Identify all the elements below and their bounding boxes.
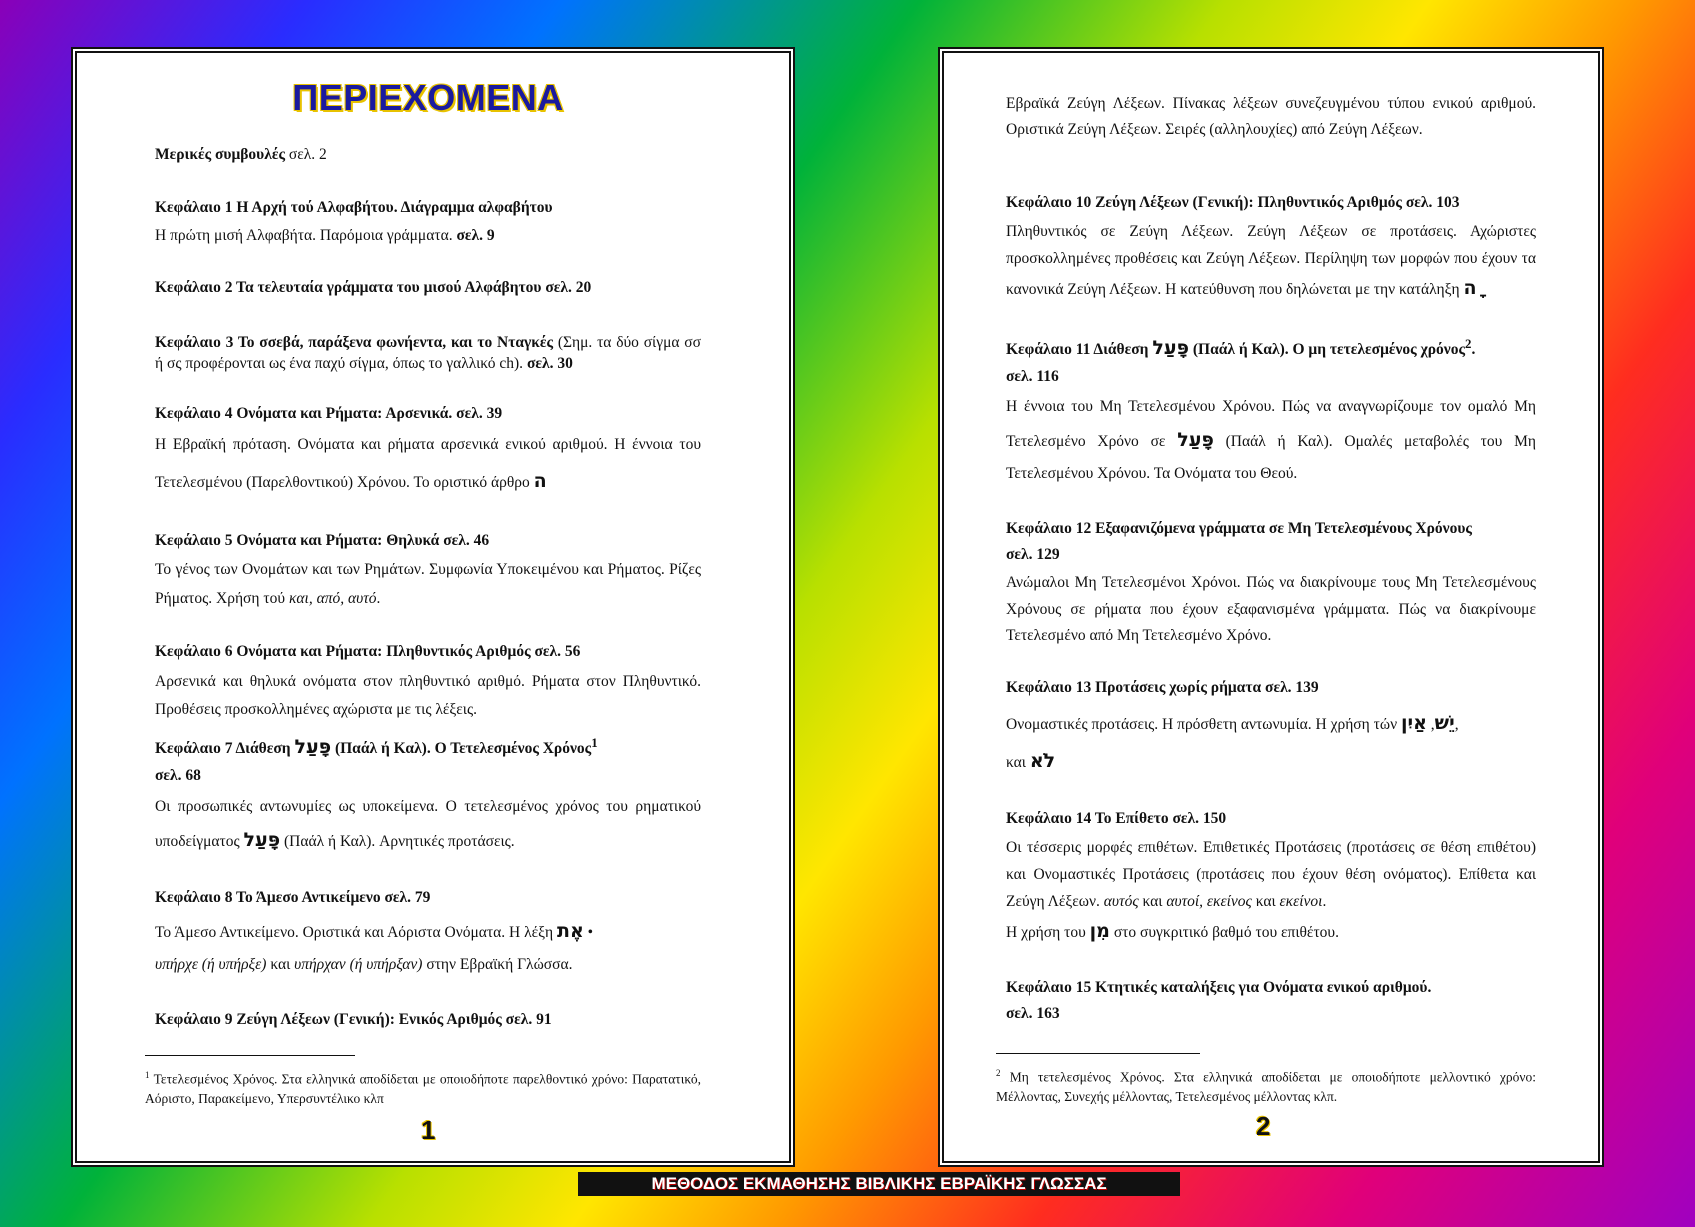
toc-entry-chapter-15: Κεφάλαιο 15 Κτητικές καταλήξεις για Ονόματα ενικού αριθμού. σελ. 163 [1006,978,1432,1023]
hebrew-paal: פָּעַל [294,736,332,759]
toc-entry-chapter-2: Κεφάλαιο 2 Τα τελευταία γράμματα του μισού Αλφάβητου σελ. 20 [155,279,592,297]
footnote-2: $^2$ Μη τετελεσμένος Χρόνος. Στα ελληνικά αποδίδεται με οποιοδήποτε μελλοντικό χρόνο: Μέλλοντας, Συνεχής μέλλοντας, Τετελεσμένος μέλλοντας κλπ. [996,1068,1536,1105]
hebrew-ayin: אַיִן [1400,711,1427,734]
toc-entry-chapter-11: Κεφάλαιο 11 Διάθεση פָּעַל (Παάλ ή Καλ). Ο μη τετελεσμένος χρόνος$^2$. σελ. 116 Η έννοια του Μη Τετελεσμένου Χρόνου. Πώς να αναγνωρίζουμε τον ομαλό Μη Τετελεσμένο Χρόνο σε פָּעַל (Παάλ ή Καλ). Ομαλές μεταβολές του Μη Τετελεσμένου Χρόνου. Τα Ονόματα του Θεού. [1006,335,1536,483]
toc-entry-chapter-5: Κεφάλαιο 5 Ονόματα και Ρήματα: Θηλυκά σελ. 46 Το γένος των Ονομάτων και των Ρημάτων. Συμφωνία Υποκειμένου και Ρήματος. Ρίζες Ρήματος. Χρήση τού και, από, αυτό. [155,531,701,607]
toc-entry-chapter-9: Κεφάλαιο 9 Ζεύγη Λέξεων (Γενική): Ενικός Αριθμός σελ. 91 [155,1010,552,1028]
toc-entry-chapter-14: Κεφάλαιο 14 Το Επίθετο σελ. 150 Οι τέσσερις μορφές επιθέτων. Επιθετικές Προτάσεις (προτάσεις σε θέση επιθέτου) και Ονομαστικές Προτάσεις (προτάσεις που έχουν θέση ονόματος). Επίθετα και Ζεύγη Λέξεων. αυτός και αυτοί, εκείνος και εκείνοι. Η χρήση του מִן στο συγκριτικό βαθμό του επιθέτου. [1006,809,1536,943]
hebrew-lo: לֹא [1029,749,1056,772]
contents-title: ΠΕΡΙΕΧΟΜΕΝΑ [292,77,564,118]
toc-entry-chapter-3: Κεφάλαιο 3 Το σσεβά, παράξενα φωνήεντα, και το Νταγκές (Σημ. τα δύο σίγμα σσ ή σς προφέρονται ως ένα παχύ σίγμα, όπως το γαλλικό ch). σελ. 30 [155,333,701,373]
toc-entry-chapter-8: Κεφάλαιο 8 Το Άμεσο Αντικείμενο σελ. 79 Το Άμεσο Αντικείμενο. Οριστικά και Αόριστα Ονόματα. Η λέξη אֶת • υπήρχε (ή υπήρξε) και υπήρχαν (ή υπήρξαν) στην Εβραϊκή Γλώσσα. [155,889,594,974]
toc-entry-tips: Μερικές συμβουλές σελ. 2 [155,146,327,164]
toc-entry-chapter-1: Κεφάλαιο 1 Η Αρχή τού Αλφαβήτου. Διάγραμμα αλφαβήτου Η πρώτη μισή Αλφαβήτα. Παρόμοια γράμματα. σελ. 9 [155,198,553,244]
toc-chapter-9-continued: Εβραϊκά Ζεύγη Λέξεων. Πίνακας λέξεων συνεζευγμένου τύπου ενικού αριθμού. Οριστικά Ζεύγη Λέξεων. Σειρές (αλληλουχίες) από Ζεύγη Λέξεων. [1006,95,1536,139]
right-page-content [1006,91,1536,1053]
hebrew-paal: פָּעַל [1152,336,1189,359]
page-number-right: 2 [1256,1111,1271,1141]
footnote-1: $^1$ Τετελεσμένος Χρόνος. Στα ελληνικά αποδίδεται με οποιοδήποτε παρελθοντικό χρόνο: Παρατατικό, Αόριστο, Παρακείμενο, Υπερσυντέλικο κλπ [145,1070,701,1107]
hebrew-paal: פָּעַל [1177,429,1214,452]
bullet-icon: • [587,924,594,942]
toc-entry-chapter-13: Κεφάλαιο 13 Προτάσεις χωρίς ρήματα σελ. 139 Ονομαστικές προτάσεις. Η πρόσθετη αντωνυμία. Η χρήση τών יֵשׁ, אַיִן , και לֹא [1006,679,1459,772]
footer-banner: ΜΕΘΟΔΟΣ ΕΚΜΑΘΗΣΗΣ ΒΙΒΛΙΚΗΣ ΕΒΡΑΪΚΗΣ ΓΛΩΣΣΑΣ [578,1172,1180,1196]
hebrew-paal: פָּעַל [243,828,281,851]
page-number-left: 1 [421,1115,436,1145]
footnote-rule [996,1053,1200,1054]
toc-entry-chapter-6: Κεφάλαιο 6 Ονόματα και Ρήματα: Πληθυντικός Αριθμός σελ. 56 Αρσενικά και θηλυκά ονόματα στον πληθυντικό αριθμό. Ρήματα στον Πληθυντικό. Προθέσεις προσκολλημένες αχώριστα με τις λέξεις. [155,643,701,719]
hebrew-he: ה [533,469,547,492]
hebrew-et: אֶת [556,920,584,943]
footnote-rule [145,1055,355,1056]
toc-entry-chapter-12: Κεφάλαιο 12 Εξαφανιζόμενα γράμματα σε Μη Τετελεσμένους Χρόνους σελ. 129 Ανώμαλοι Μη Τετελεσμένοι Χρόνοι. Πώς να διακρίνουμε τους Μη Τετελεσμένους Χρόνους σε ρήματα που έχουν εξαφανισμένα γράμματα. Πώς να διακρίνουμε Τετελεσμένο από Μη Τετελεσμένο Χρόνο. [1006,519,1536,645]
toc-entry-chapter-7: Κεφάλαιο 7 Διάθεση פָּעַל (Παάλ ή Καλ). Ο Τετελεσμένος Χρόνος$^1$ σελ. 68 Οι προσωπικές αντωνυμίες ως υποκείμενα. Ο τετελεσμένος χρόνος του ρηματικού υποδείγματος פָּעַל (Παάλ ή Καλ). Αρνητικές προτάσεις. [155,734,701,851]
toc-entry-chapter-10: Κεφάλαιο 10 Ζεύγη Λέξεων (Γενική): Πληθυντικός Αριθμός σελ. 103 Πληθυντικός σε Ζεύγη Λέξεων. Ζεύγη Λέξεων σε προτάσεις. Αχώριστες προσκολλημένες προθέσεις και Ζεύγη Λέξεων. Περίληψη των μορφών που έχουν τα κανονικά Ζεύγη Λέξεων. Η κατεύθυνση που δηλώνεται με την κατάληξη ה ָ [1006,193,1536,300]
hebrew-he-ending: ה ָ [1463,277,1484,300]
left-page-content [155,63,701,1059]
hebrew-min: מִן [1089,920,1110,943]
toc-entry-chapter-4: Κεφάλαιο 4 Ονόματα και Ρήματα: Αρσενικά. σελ. 39 Η Εβραϊκή πρόταση. Ονόματα και ρήματα αρσενικά ενικού αριθμού. Η έννοια του Τετελεσμένου (Παρελθοντικού) Χρόνου. Το οριστικό άρθρο ה [155,404,701,492]
hebrew-yesh: יֵשׁ [1434,711,1455,734]
left-page [75,51,791,1163]
right-page [942,51,1600,1163]
